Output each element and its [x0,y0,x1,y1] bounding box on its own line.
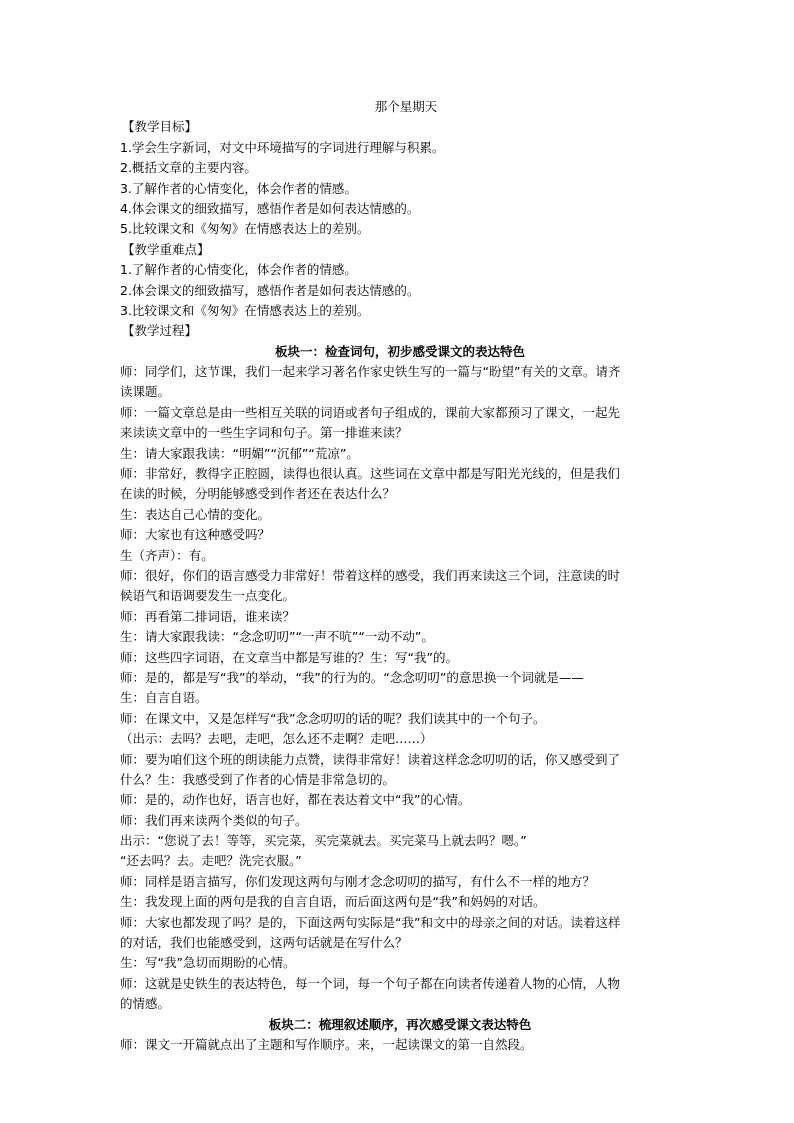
objective-item: 4.体会课文的细致描写，感悟作者是如何表达情感的。 [120,200,420,216]
text-line: 师：大家也都发现了吗？是的，下面这两句实际是“我”和文中的母亲之间的对话。读着这样 [120,914,621,930]
text-line: 生：表达自己心情的变化。 [120,506,271,522]
document-title: 那个星期天 [374,99,438,114]
text-line: 师：我们再来读两个类似的句子。 [120,812,308,828]
text-line: 生：请大家跟我读：“明媚”“沉郁”“荒凉”。 [120,445,359,461]
text-line: 读课题。 [120,384,171,400]
text-line: 师：是的，动作也好，语言也好，都在表达着文中“我”的心情。 [120,792,471,808]
text-line: 生（齐声）：有。 [120,547,214,563]
objectives-heading: 【教学目标】 [122,119,198,135]
section1-heading: 板块一：检查词句，初步感受课文的表达特色 [274,343,525,359]
text-line: 师：课文一开篇就点出了主题和写作顺序。来，一起读课文的第一自然段。 [120,1036,533,1052]
text-line: “还去吗？去。走吧？洗完衣服。” [120,853,302,869]
text-line: 生：我发现上面的两句是我的自言自语，而后面这两句是“我”和妈妈的对话。 [120,894,546,910]
text-line: 的情感。 [120,996,171,1012]
text-line: 师：同学们，这节课，我们一起来学习著名作家史铁生写的一篇与“盼望”有关的文章。请齐 [120,364,621,380]
text-line: 出示：“您说了去！等等，买完菜，买完菜就去。买完菜马上就去吗？嗯。” [120,833,527,849]
keypoints-heading: 【教学重难点】 [122,241,210,257]
text-line: 在读的时候，分明能够感受到作者还在表达什么？ [120,486,396,502]
text-line: 师：要为咱们这个班的朗读能力点赞，读得非常好！读着这样念念叨叨的话，你又感受到了 [120,751,621,767]
text-line: 什么？生：我感受到了作者的心情是非常急切的。 [120,771,396,787]
text-line: 师：是的，都是写“我”的举动，“我”的行为的。“念念叨叨”的意思换一个词就是—— [120,669,584,685]
objective-item: 5.比较课文和《匆匆》在情感表达上的差别。 [120,221,370,237]
text-line: 师：非常好，教得字正腔圆，读得也很认真。这些词在文章中都是写阳光光线的，但是我们 [120,466,621,482]
text-line: 师：大家也有这种感受吗？ [120,527,271,543]
process-heading: 【教学过程】 [122,323,198,339]
objective-item: 1.学会生字新词，对文中环境描写的字词进行理解与积累。 [120,139,445,155]
text-line: 师：很好，你们的语言感受力非常好！带着这样的感受，我们再来读这三个词，注意读的时 [120,567,621,583]
text-line: 来读读文章中的一些生字词和句子。第一排谁来读？ [120,425,408,441]
objectives-list [120,138,680,240]
text-line: 师：同样是语言描写，你们发现这两句与刚才念念叨叨的描写，有什么不一样的地方？ [120,873,596,889]
keypoint-item: 1.了解作者的心情变化，体会作者的情感。 [120,262,357,278]
text-line: 师：这些四字词语，在文章当中都是写谁的？生：写“我”的。 [120,649,458,665]
text-line: 生：写“我”急切而期盼的心情。 [120,955,296,971]
objective-item: 3.了解作者的心情变化，体会作者的情感。 [120,180,357,196]
text-line: 师：在课文中，又是怎样写“我”念念叨叨的话的呢？我们读其中的一个句子。 [120,710,546,726]
objective-item: 2.概括文章的主要内容。 [120,160,257,176]
section2-heading: 板块二：梳理叙述顺序，再次感受课文表达特色 [268,1016,532,1032]
text-line: 候语气和语调要发生一点变化。 [120,588,296,604]
text-line: 生：自言自语。 [120,690,208,706]
section1-body [120,362,680,1015]
keypoint-item: 2.体会课文的细致描写，感悟作者是如何表达情感的。 [120,282,420,298]
keypoints-list [120,260,680,321]
section2-body [120,1035,680,1055]
keypoint-item: 3.比较课文和《匆匆》在情感表达上的差别。 [120,302,370,318]
text-line: （出示：去吗？去吧，走吧，怎么还不走啊？走吧……） [120,731,433,747]
text-line: 师：一篇文章总是由一些相互关联的词语或者句子组成的，课前大家都预习了课文，一起先 [120,404,621,420]
text-line: 师：再看第二排词语，谁来读？ [120,608,296,624]
document-page [120,97,680,1055]
text-line: 师：这就是史铁生的表达特色，每一个词，每一个句子都在向读者传递着人物的心情，人物 [120,975,621,991]
text-line: 生：请大家跟我读：“念念叨叨”“一声不吭”“一动不动”。 [120,629,434,645]
text-line: 的对话，我们也能感受到，这两句话就是在写什么？ [120,935,408,951]
